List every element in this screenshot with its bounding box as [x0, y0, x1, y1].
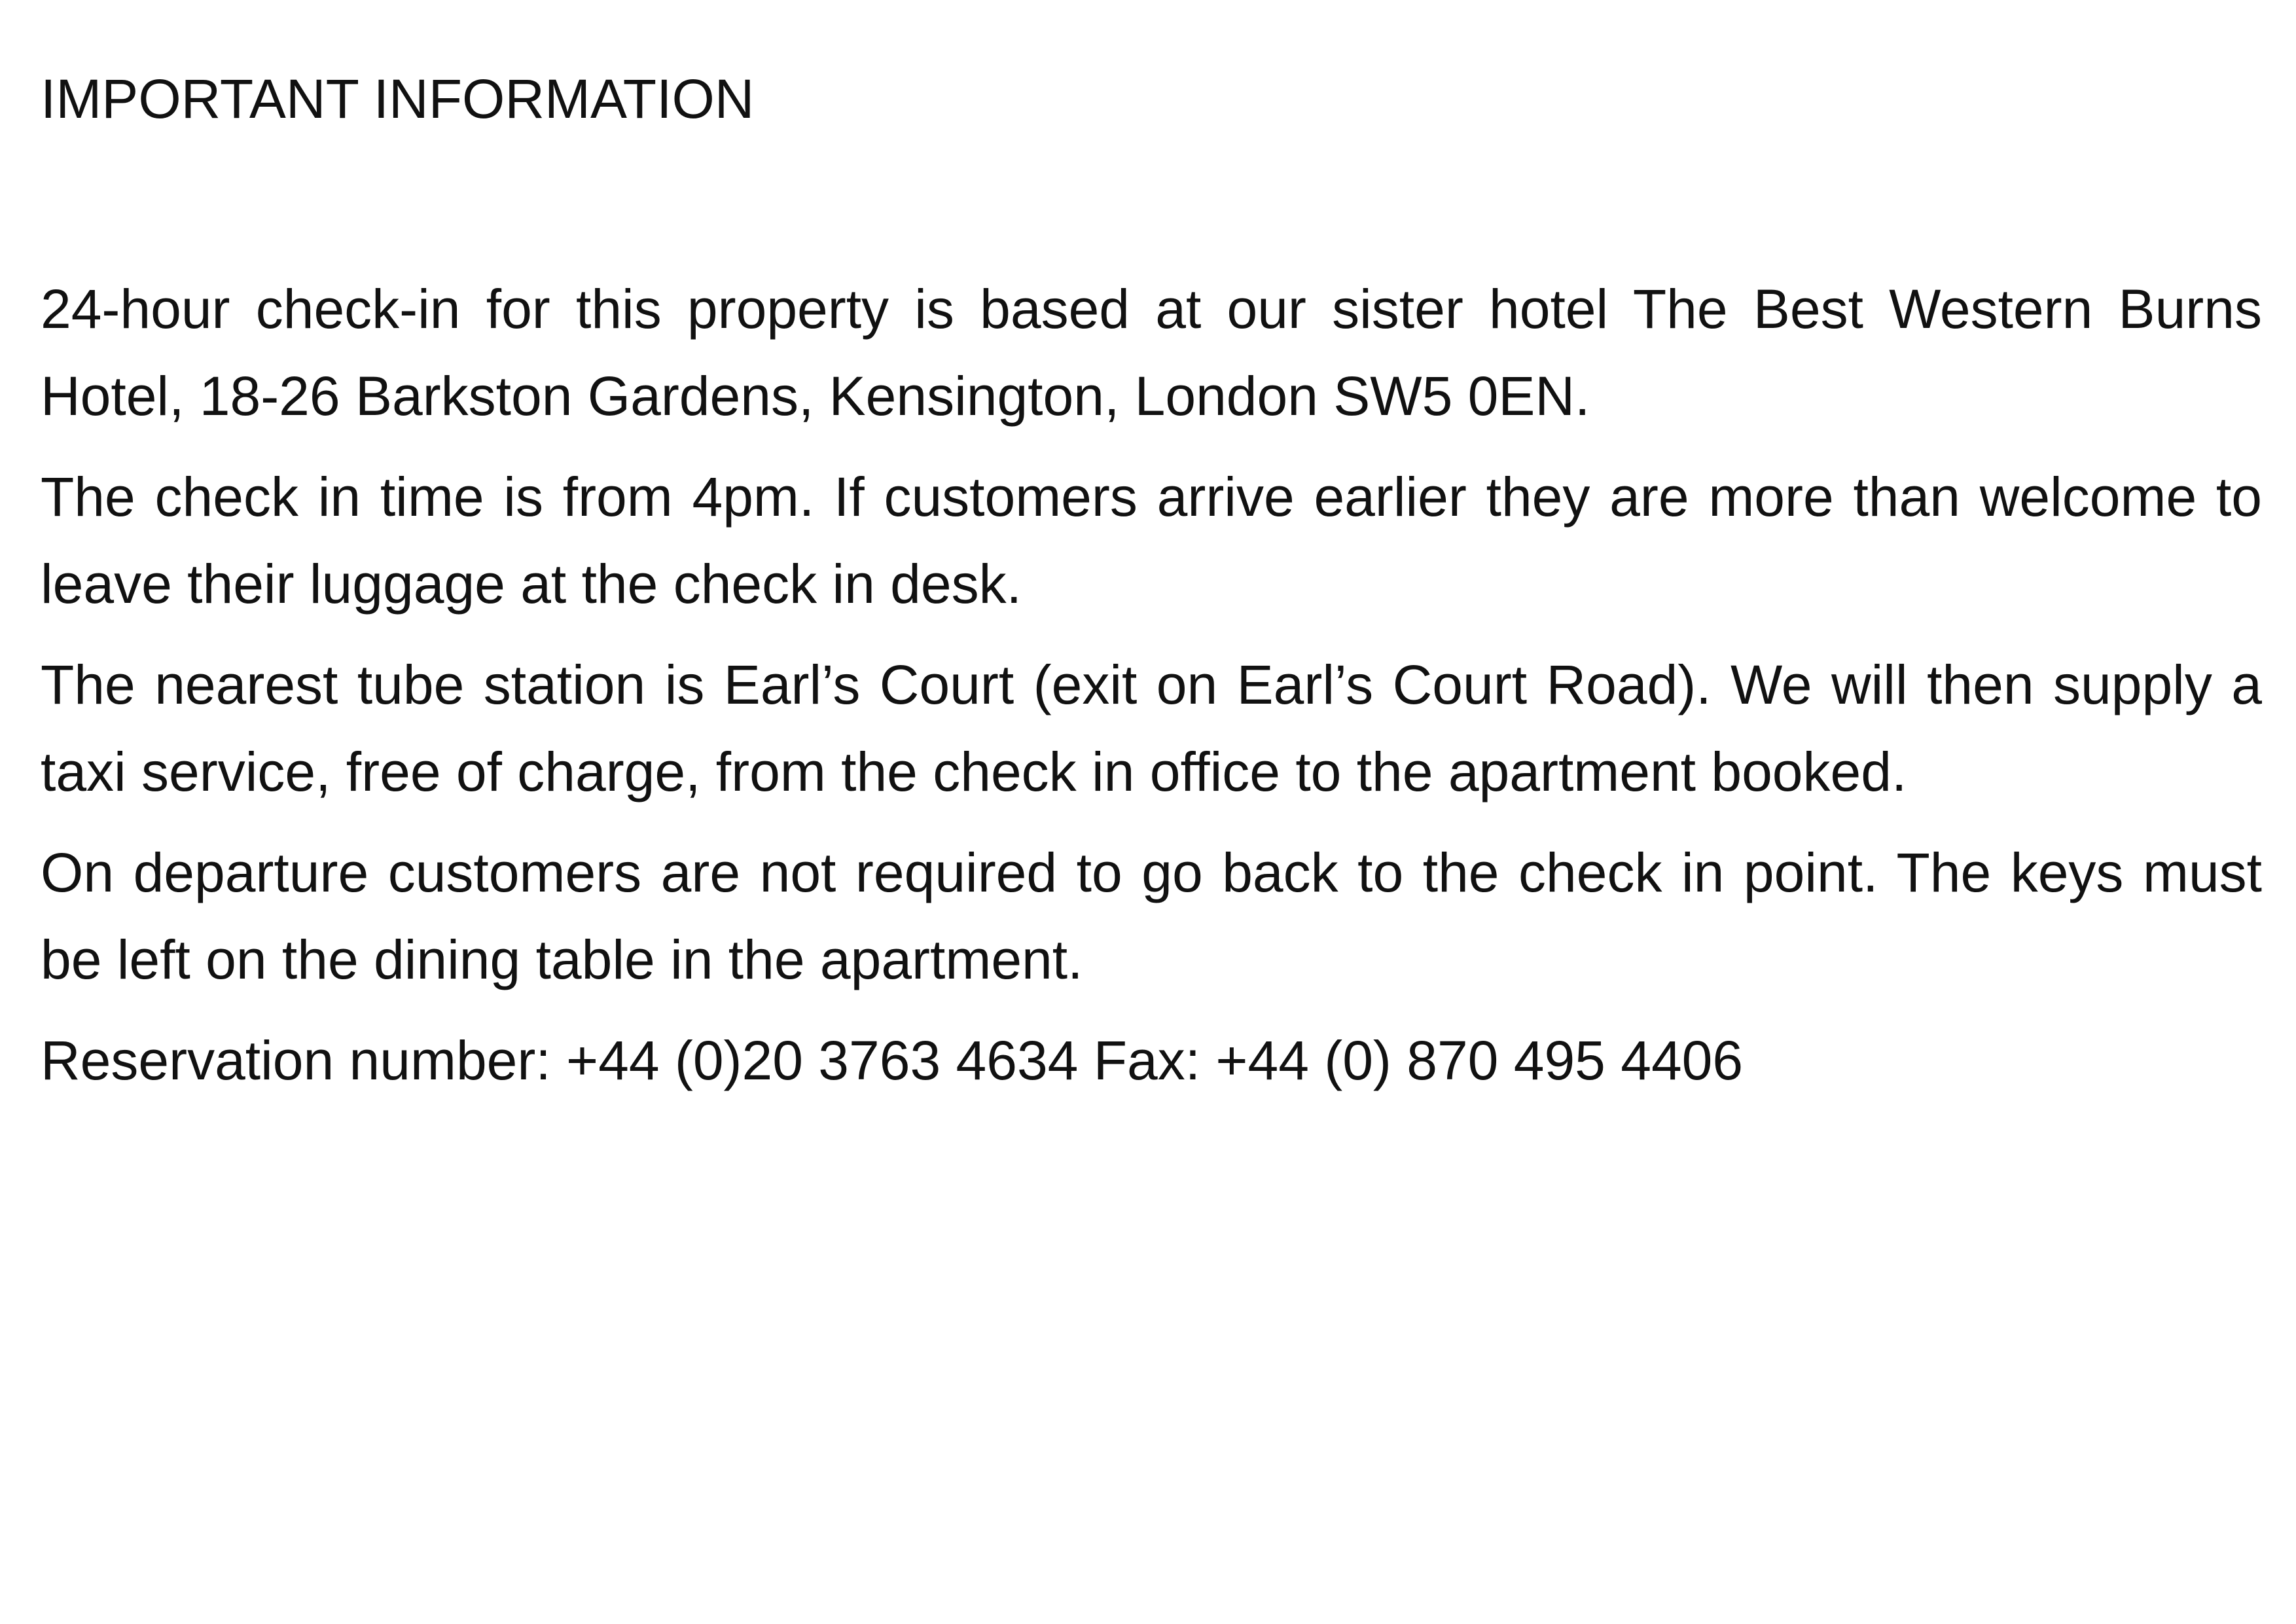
- paragraph-contact-numbers: Reservation number: +44 (0)20 3763 4634 Fax: +44 (0) 870 495 4406: [41, 1030, 1744, 1091]
- paragraph-check-in-time: The check in time is from 4pm. If customers arrive earlier they are more than welcome to leave their luggage at the check in desk.: [41, 466, 2262, 615]
- paragraph-tube-station: The nearest tube station is Earl’s Court (exit on Earl’s Court Road). We will then supply a taxi service, free of charge, from the check in office to the apartment booked.: [41, 654, 2262, 803]
- paragraph-departure: On departure customers are not required to go back to the check in point. The keys must be left on the dining table in the apartment.: [41, 842, 2262, 990]
- document-body: [41, 266, 2262, 1104]
- document-heading: IMPORTANT INFORMATION: [41, 68, 755, 130]
- paragraph-check-in-location: 24-hour check-in for this property is based at our sister hotel The Best Western Burns Hotel, 18-26 Barkston Gardens, Kensington, London SW5 0EN.: [41, 278, 2262, 427]
